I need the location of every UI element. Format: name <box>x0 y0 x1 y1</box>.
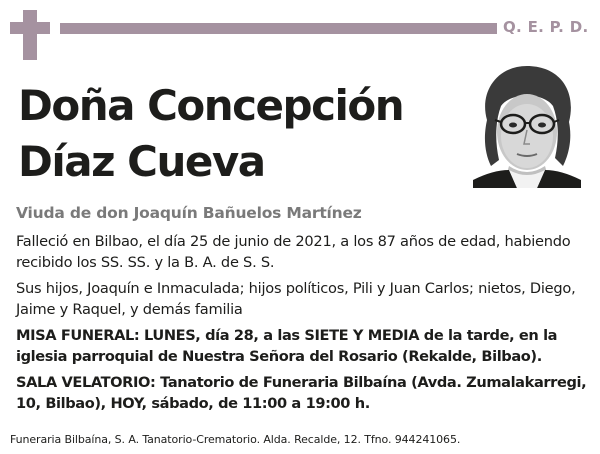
deceased-name <box>18 78 403 190</box>
qepd-label: Q. E. P. D. <box>503 18 589 36</box>
portrait-icon <box>473 62 581 188</box>
death-paragraph: Falleció en Bilbao, el día 25 de junio de 2021, a los 87 años de edad, habiendo recibido los SS. SS. y la B. A. de S. S. <box>16 233 571 271</box>
widow-subtitle: Viuda de don Joaquín Bañuelos Martínez <box>16 204 362 222</box>
name-line-1: Doña Concepción <box>18 81 404 130</box>
family-paragraph: Sus hijos, Joaquín e Inmaculada; hijos políticos, Pili y Juan Carlos; nietos, Diego, Jaime y Raquel, y demás familia <box>16 280 576 318</box>
header-bar <box>60 23 497 34</box>
wake-paragraph: SALA VELATORIO: Tanatorio de Funeraria Bilbaína (Avda. Zumalakarregi, 10, Bilbao), HOY, sábado, de 11:00 a 19:00 h. <box>16 374 587 412</box>
funeral-paragraph: MISA FUNERAL: LUNES, día 28, a las SIETE Y MEDIA de la tarde, en la iglesia parroquial de Nuestra Señora del Rosario (Rekalde, Bilbao). <box>16 327 558 365</box>
portrait-photo <box>473 62 581 188</box>
funeral-home-footer: Funeraria Bilbaína, S. A. Tanatorio-Crematorio. Alda. Recalde, 12. Tfno. 944241065. <box>10 433 461 446</box>
cross-icon-arm <box>10 22 50 34</box>
name-line-2: Díaz Cueva <box>18 137 265 186</box>
obituary-body <box>16 232 588 420</box>
cross-icon <box>23 10 37 60</box>
